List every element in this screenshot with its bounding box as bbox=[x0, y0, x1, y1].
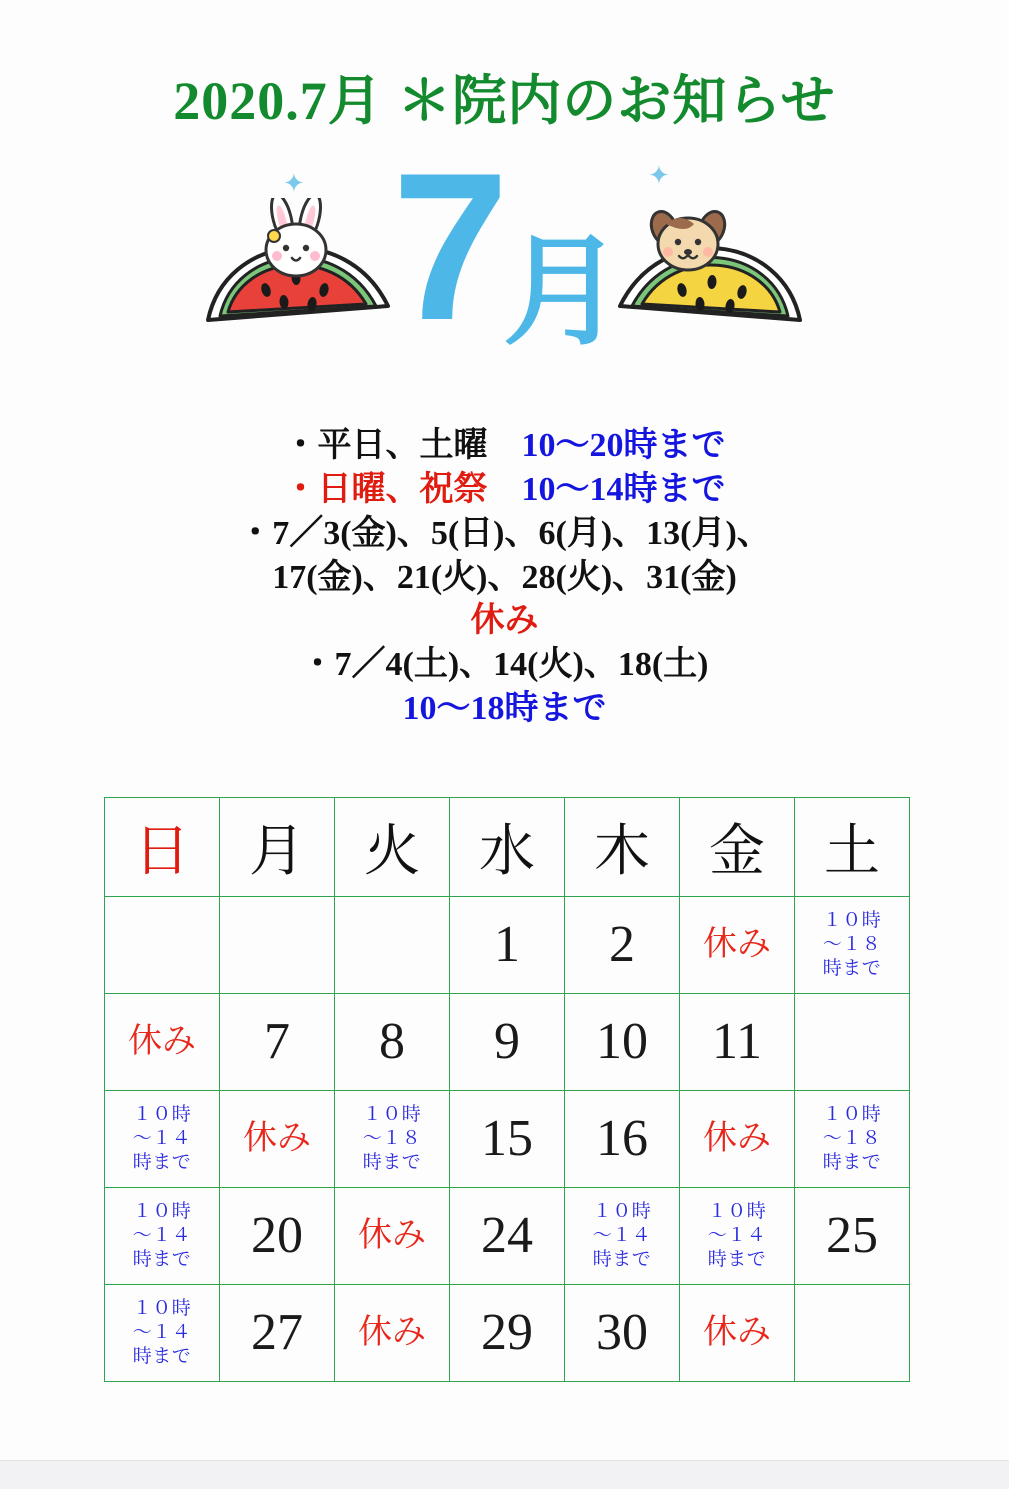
watermelon-rabbit-icon bbox=[196, 198, 396, 338]
calendar-week-row bbox=[105, 1188, 910, 1285]
calendar-day-number: 27 bbox=[251, 1304, 303, 1361]
calendar-hours-line: 〜１４ bbox=[132, 1322, 192, 1344]
calendar-day-cell bbox=[220, 1285, 335, 1382]
calendar-day-number: 16 bbox=[596, 1110, 648, 1167]
calendar-hours-line: １０時 bbox=[132, 1201, 192, 1223]
calendar-body bbox=[105, 897, 910, 1382]
calendar-closed-label: 休み bbox=[358, 1314, 426, 1351]
calendar-closed-label: 休み bbox=[703, 1314, 771, 1351]
calendar-hours-cell bbox=[795, 897, 910, 994]
calendar-hours-cell bbox=[680, 1188, 795, 1285]
calendar-hours-cell bbox=[565, 1188, 680, 1285]
calendar-day-cell bbox=[565, 897, 680, 994]
calendar-closed-cell bbox=[680, 1285, 795, 1382]
calendar-day-number: 25 bbox=[826, 1207, 878, 1264]
notice-sunday-label: ・日曜、祝祭 bbox=[283, 470, 522, 508]
calendar-header-row bbox=[105, 798, 910, 897]
hero-month-suffix: 月 bbox=[502, 225, 617, 359]
calendar-day-number: 8 bbox=[379, 1013, 405, 1070]
calendar-hours-cell bbox=[795, 1091, 910, 1188]
calendar-hours-line: 〜１４ bbox=[132, 1128, 192, 1150]
calendar-week-row bbox=[105, 1091, 910, 1188]
calendar-day-number: 15 bbox=[481, 1110, 533, 1167]
weekday-header-sun: 日 bbox=[105, 798, 220, 897]
calendar-day-cell bbox=[335, 994, 450, 1091]
calendar-hours-line: １０時 bbox=[132, 1104, 192, 1126]
sparkle-icon: ✦ bbox=[648, 160, 670, 190]
calendar-closed-cell bbox=[335, 1188, 450, 1285]
calendar-hours-text bbox=[105, 1103, 219, 1174]
calendar-closed-label: 休み bbox=[243, 1120, 311, 1157]
calendar-hours-line: 時まで bbox=[132, 1151, 192, 1173]
calendar-day-number: 7 bbox=[264, 1013, 290, 1070]
calendar-empty-cell bbox=[220, 897, 335, 994]
calendar-hours-line: 〜１８ bbox=[822, 1128, 882, 1150]
calendar-hours-text bbox=[795, 1103, 909, 1174]
calendar-hours-line: 時まで bbox=[822, 957, 882, 979]
notice-short-hours: 10〜18時まで bbox=[402, 690, 607, 728]
calendar-hours-line: １０時 bbox=[707, 1201, 767, 1223]
calendar-day-cell bbox=[450, 1285, 565, 1382]
weekday-header-fri: 金 bbox=[680, 798, 795, 897]
notice-weekday-label: ・平日、土曜 bbox=[283, 427, 522, 464]
calendar-day-number: 29 bbox=[481, 1304, 533, 1361]
calendar-day-cell bbox=[680, 994, 795, 1091]
calendar-closed-cell bbox=[105, 994, 220, 1091]
calendar-hours-line: 〜１４ bbox=[707, 1225, 767, 1247]
calendar-closed-cell bbox=[680, 1091, 795, 1188]
calendar-day-cell bbox=[795, 1188, 910, 1285]
hero-month-number bbox=[392, 129, 617, 364]
calendar-day-cell bbox=[450, 1091, 565, 1188]
calendar-hours-line: １０時 bbox=[132, 1298, 192, 1320]
calendar-day-number: 9 bbox=[494, 1013, 520, 1070]
hero-number-text: 7 bbox=[392, 129, 503, 364]
calendar-day-cell bbox=[565, 1091, 680, 1188]
calendar-hours-line: 〜１４ bbox=[592, 1225, 652, 1247]
notice-sunday-hours: 10〜14時まで bbox=[521, 470, 726, 508]
page-title: 2020.7月 ＊院内のお知らせ bbox=[173, 71, 836, 131]
calendar-hours-line: 〜１４ bbox=[132, 1225, 192, 1247]
weekday-header-mon: 月 bbox=[220, 798, 335, 897]
calendar-hours-text bbox=[680, 1200, 794, 1271]
notice-sunday bbox=[0, 468, 1009, 512]
notice-closed-dates-line2: 17(金)、21(火)、28(火)、31(金) bbox=[272, 558, 737, 596]
hero-illustration bbox=[0, 129, 1009, 390]
calendar-day-cell bbox=[565, 1285, 680, 1382]
weekday-header-sat: 土 bbox=[795, 798, 910, 897]
calendar-day-cell bbox=[450, 1188, 565, 1285]
calendar-empty-cell bbox=[105, 897, 220, 994]
weekday-header-thu: 木 bbox=[565, 798, 680, 897]
calendar-day-cell bbox=[565, 994, 680, 1091]
calendar-hours-line: 〜１８ bbox=[822, 934, 882, 956]
calendar-hours-line: 時まで bbox=[822, 1151, 882, 1173]
calendar-day-number: 10 bbox=[596, 1013, 648, 1070]
calendar-hours-text bbox=[565, 1200, 679, 1271]
calendar-hours-line: １０時 bbox=[822, 910, 882, 932]
calendar-hours-line: 時まで bbox=[132, 1248, 192, 1270]
calendar-hours-text bbox=[795, 909, 909, 980]
calendar-day-number: 24 bbox=[481, 1207, 533, 1264]
calendar-day-cell bbox=[220, 1188, 335, 1285]
notice-short-dates: ・7／4(土)、14(火)、18(土) bbox=[300, 646, 709, 684]
calendar-empty-cell bbox=[795, 994, 910, 1091]
calendar-hours-text bbox=[335, 1103, 449, 1174]
calendar-week-row bbox=[105, 897, 910, 994]
calendar-closed-cell bbox=[335, 1285, 450, 1382]
calendar-day-number: 2 bbox=[609, 916, 635, 973]
calendar-empty-cell bbox=[795, 1285, 910, 1382]
sparkle-icon: ✦ bbox=[283, 168, 305, 198]
calendar-hours-line: 〜１８ bbox=[362, 1128, 422, 1150]
calendar-hours-line: １０時 bbox=[362, 1104, 422, 1126]
notice-closed-label: 休み bbox=[470, 602, 539, 640]
calendar-hours-cell bbox=[335, 1091, 450, 1188]
notice-weekday-hours: 10〜20時まで bbox=[521, 427, 726, 464]
calendar-day-cell bbox=[450, 994, 565, 1091]
weekday-header-wed: 水 bbox=[450, 798, 565, 897]
calendar-day-cell bbox=[220, 994, 335, 1091]
calendar-hours-line: 時まで bbox=[132, 1345, 192, 1367]
notice-weekday bbox=[0, 424, 1009, 468]
calendar-day-number: 1 bbox=[494, 916, 520, 973]
weekday-header-tue: 火 bbox=[335, 798, 450, 897]
calendar-hours-cell bbox=[105, 1091, 220, 1188]
calendar-closed-label: 休み bbox=[128, 1023, 196, 1060]
calendar-day-number: 30 bbox=[596, 1304, 648, 1361]
calendar-hours-text bbox=[105, 1200, 219, 1271]
calendar-table bbox=[104, 797, 910, 1382]
calendar-closed-cell bbox=[220, 1091, 335, 1188]
calendar-empty-cell bbox=[335, 897, 450, 994]
calendar-hours-cell bbox=[105, 1188, 220, 1285]
notice-list bbox=[0, 424, 1009, 731]
calendar-day-number: 20 bbox=[251, 1207, 303, 1264]
calendar-hours-line: 時まで bbox=[707, 1248, 767, 1270]
calendar-closed-label: 休み bbox=[703, 1120, 771, 1157]
calendar-hours-cell bbox=[105, 1285, 220, 1382]
calendar-week-row bbox=[105, 1285, 910, 1382]
calendar-hours-line: １０時 bbox=[592, 1201, 652, 1223]
calendar-hours-line: １０時 bbox=[822, 1104, 882, 1126]
calendar-day-number: 11 bbox=[711, 1013, 763, 1070]
notice-closed-dates-line1: ・7／3(金)、5(日)、6(月)、13(月)、 bbox=[238, 514, 771, 552]
calendar-closed-label: 休み bbox=[703, 926, 771, 963]
calendar-hours-text bbox=[105, 1297, 219, 1368]
calendar-closed-cell bbox=[680, 897, 795, 994]
calendar-day-cell bbox=[450, 897, 565, 994]
calendar-hours-line: 時まで bbox=[592, 1248, 652, 1270]
calendar-hours-line: 時まで bbox=[362, 1151, 422, 1173]
calendar-closed-label: 休み bbox=[358, 1217, 426, 1254]
watermelon-dog-icon bbox=[612, 198, 812, 338]
calendar-week-row bbox=[105, 994, 910, 1091]
bottom-bar bbox=[0, 1460, 1009, 1489]
